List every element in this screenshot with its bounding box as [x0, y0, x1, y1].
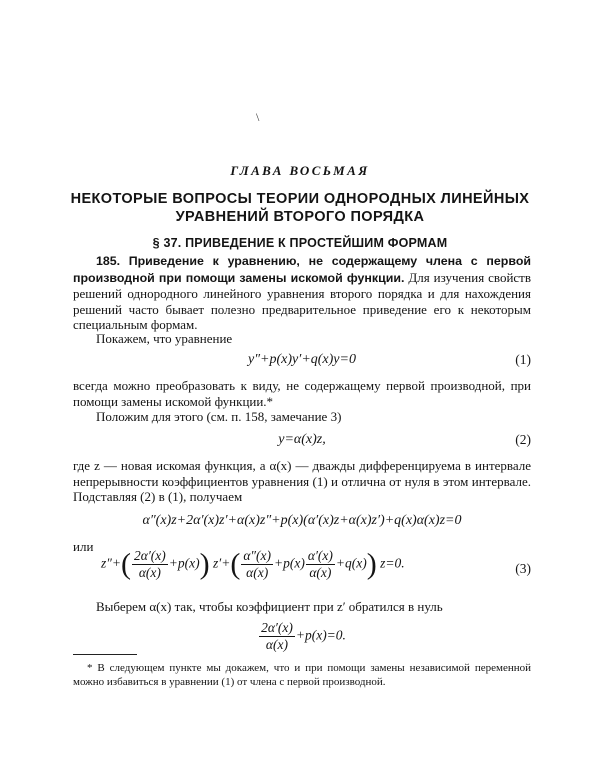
- equation-number: (3): [515, 561, 531, 576]
- eq3-term: +q(x): [335, 555, 367, 571]
- paragraph-text: Для изучения свойств решений однородного линейного уравнения второго порядка и для нахождения решений часто бывает полезно предварительное приведение его к некоторым специальным формам.: [73, 269, 531, 333]
- equation-long: [73, 513, 531, 535]
- paragraph-number: 185.: [96, 254, 121, 268]
- equation-body: y=α(x)z,: [278, 432, 326, 447]
- equation-body: y″+p(x)y′+q(x)y=0: [248, 352, 356, 367]
- footnote: [73, 661, 531, 689]
- paragraph-choose: [73, 599, 531, 615]
- equation-1: [73, 352, 531, 374]
- equation-4: [73, 620, 531, 653]
- eq4-term: +p(x)=0.: [295, 627, 346, 643]
- fraction: [306, 548, 335, 581]
- paragraph-text: Выберем α(x) так, чтобы коэффициент при z′ обратился в нуль: [96, 599, 443, 614]
- chapter-title: [40, 190, 560, 226]
- paragraph-bold-heading: Приведение к уравнению, не содержащему члена с первой производной при помощи замены искомой функции.: [73, 254, 531, 285]
- paragraph-always: [73, 378, 531, 409]
- eq3-term: +p(x): [274, 555, 305, 571]
- equation-number: (1): [515, 352, 531, 367]
- chapter-title-line: УРАВНЕНИЙ ВТОРОГО ПОРЯДКА: [175, 209, 425, 225]
- fraction-denominator: α(x): [309, 565, 332, 580]
- eq3-term: z′+: [213, 555, 231, 571]
- fraction-numerator: α″(x): [243, 548, 272, 563]
- paragraph-text: где z — новая искомая функция, а α(x) — дважды дифференцируема в интервале непрерывности коэффициентов уравнения (1) и отлична от нуля в этом интервале. Подставляя (2) в (1), получаем: [73, 458, 531, 505]
- paragraph-text: Положим для этого (см. п. 158, замечание 3): [96, 409, 342, 424]
- fraction-numerator: α′(x): [307, 548, 333, 563]
- chapter-title-line: НЕКОТОРЫЕ ВОПРОСЫ ТЕОРИИ ОДНОРОДНЫХ ЛИНЕЙНЫХ: [70, 191, 530, 207]
- equation-2: [73, 432, 531, 454]
- section-heading: § 37. ПРИВЕДЕНИЕ К ПРОСТЕЙШИМ ФОРМАМ: [152, 236, 448, 250]
- fraction-numerator: 2α′(x): [261, 620, 293, 635]
- eq3-lead: z″+: [101, 555, 121, 571]
- paragraph-text: всегда можно преобразовать к виду, не содержащему первой производной, при помощи замены искомой функции.*: [73, 378, 531, 409]
- word-or: или: [73, 539, 94, 554]
- paragraph-set: [73, 409, 531, 425]
- fraction-denominator: α(x): [138, 565, 161, 580]
- fraction-denominator: α(x): [265, 637, 288, 652]
- paragraph-text: Покажем, что уравнение: [96, 331, 233, 346]
- paragraph-show: [73, 331, 531, 347]
- fraction: [259, 620, 295, 653]
- equation-body: z″+( $\frac{2\alpha'(x)}{\alpha(x)}$ +p(x)) z′+( $\frac{\alpha''(x)}{\alpha(x)}$ +p(x) $\frac{\alpha'(x)}{\alpha(x)}$ +q(x)) z=0.: [101, 547, 405, 581]
- chapter-heading: ГЛАВА ВОСЬМАЯ: [230, 163, 370, 178]
- fraction: [132, 548, 168, 581]
- eq3-term: z=0.: [380, 555, 405, 571]
- eq3-term: +p(x): [168, 555, 200, 571]
- equation-body: α″(x)z+2α′(x)z′+α(x)z″+p(x)(α′(x)z+α(x)z′)+q(x)α(x)z=0: [142, 513, 462, 528]
- fraction: [241, 548, 273, 581]
- paragraph-185: [73, 253, 531, 333]
- equation-3: [73, 548, 531, 590]
- equation-number: (2): [515, 432, 531, 447]
- footnote-text: * В следующем пункте мы докажем, что и при помощи замены независимой переменной можно избавиться в уравнении (1) от члена с первой производной.: [73, 662, 531, 688]
- fraction-denominator: α(x): [246, 565, 269, 580]
- stray-mark: \: [256, 110, 260, 124]
- fraction-numerator: 2α′(x): [134, 548, 166, 563]
- paragraph-where: [73, 458, 531, 505]
- footnote-rule: [73, 654, 137, 655]
